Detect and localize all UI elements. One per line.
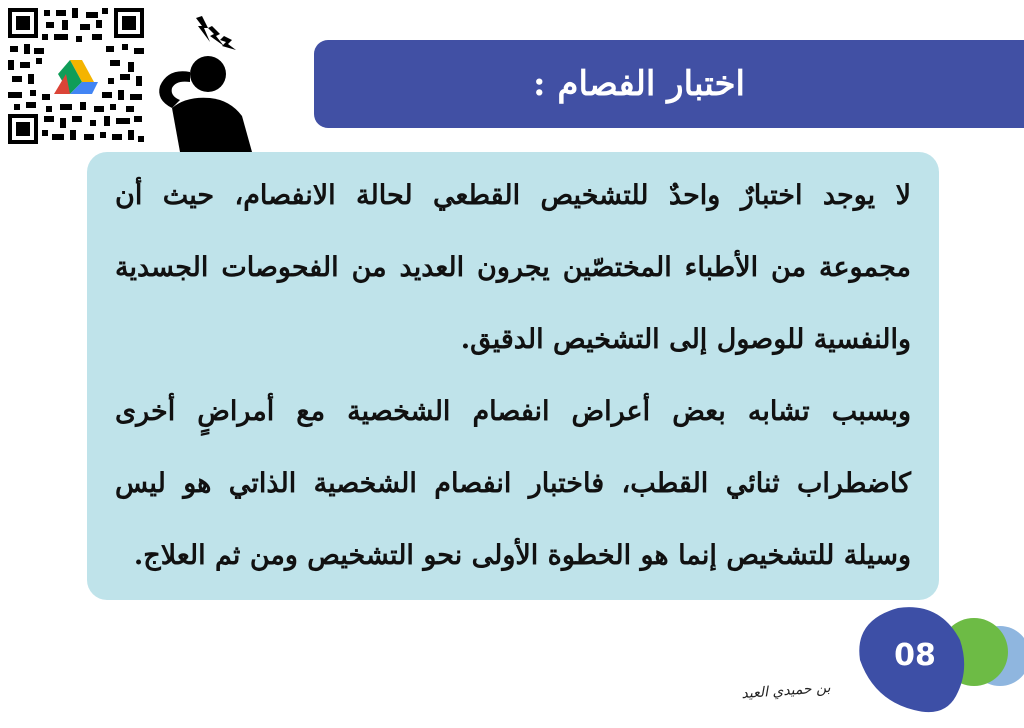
- page-title: اختبار الفصام :: [533, 64, 745, 104]
- page-number: 08: [894, 638, 936, 673]
- headache-person-icon: [150, 12, 260, 152]
- title-banner: [314, 40, 1024, 128]
- paragraph-1: لا يوجد اختبارٌ واحدٌ للتشخيص القطعي لحالة الانفصام، حيث أن مجموعة من الأطباء المختصّين يجرون العديد من الفحوصات الجسدية والنفسية للوصول إلى التشخيص الدقيق.: [115, 180, 911, 355]
- qr-code-icon: [6, 6, 146, 146]
- signature: بن حميدي العيد: [740, 679, 832, 703]
- paragraph-2: وبسبب تشابه بعض أعراض انفصام الشخصية مع أمراضٍ أخرى كاضطراب ثنائي القطب، فاختبار انفصام الشخصية الذاتي هو ليس وسيلة للتشخيص إنما هو الخطوة الأولى نحو التشخيص ومن ثم العلاج.: [115, 396, 911, 571]
- content-box: [87, 152, 939, 600]
